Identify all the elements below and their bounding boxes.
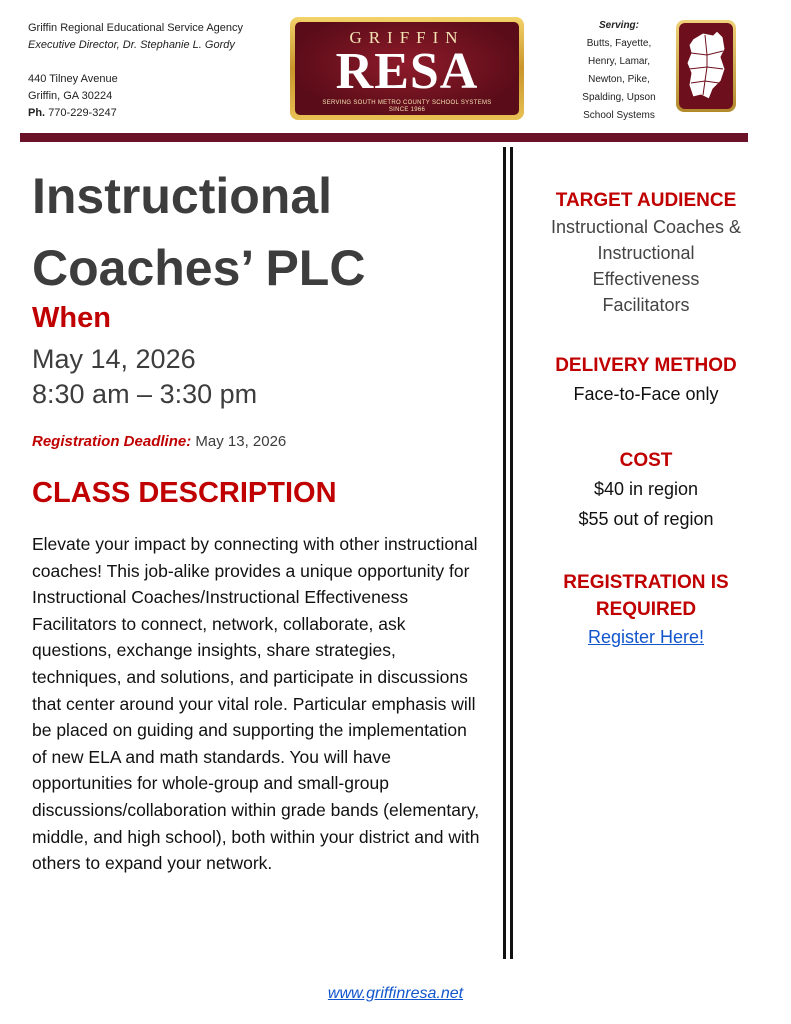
cost-in-region: $40 in region [593, 479, 699, 499]
delivery-method-heading: DELIVERY METHOD [555, 355, 737, 376]
cost-out-of-region: $55 out of region [578, 509, 714, 529]
column-divider [510, 147, 513, 959]
serving-line: School Systems [583, 110, 655, 121]
page-title-line-1: Instructional [32, 168, 333, 224]
region-map-icon [676, 20, 736, 112]
website-link[interactable] [0, 985, 791, 1003]
agency-header [28, 20, 243, 122]
event-time: 8:30 am – 3:30 pm [32, 379, 258, 409]
class-description-heading: CLASS DESCRIPTION [32, 477, 337, 509]
registration-deadline [32, 433, 286, 450]
serving-line: Spalding, Upson [582, 92, 656, 103]
address-line-1: 440 Tilney Avenue [28, 73, 118, 85]
delivery-method-section [522, 352, 770, 409]
page-title-line-2: Coaches’ PLC [32, 240, 366, 296]
serving-title: Serving: [598, 20, 639, 31]
class-description-text: Elevate your impact by connecting with other instructional coaches! This job-alike provides a unique opportunity for Instructional Coaches/Instructional Effectiveness Facilitators to connect, network, collaborate, ask questions, exchange insights, share strategies, techniques, and solutions, and participate in discussions that center around your vital role. Particular emphasis will be placed on guiding and supporting the implementation of new ELA and math standards. You will have opportunities for whole-group and small-group discussions/collaboration within grade bands (elementary, middle, and high school), both within your district and with others to expand your network. [32, 534, 480, 874]
logo-since-text: SINCE 1966 [388, 107, 426, 113]
address-line-2: Griffin, GA 30224 [28, 90, 113, 102]
event-date: May 14, 2026 [32, 344, 196, 374]
event-datetime [32, 342, 257, 412]
executive-director: Executive Director, Dr. Stephanie L. Gordy [28, 39, 235, 51]
serving-list [570, 17, 668, 125]
website-link-text[interactable]: www.griffinresa.net [327, 985, 464, 1002]
header-divider [20, 133, 748, 142]
target-audience-line: Instructional Coaches & [550, 217, 742, 237]
phone-number: 770-229-3247 [48, 107, 117, 119]
county-map-icon [679, 23, 733, 109]
serving-line: Henry, Lamar, [587, 56, 651, 67]
serving-line: Newton, Pike, [588, 74, 650, 85]
page-title [32, 160, 365, 304]
logo-top-text: GRIFFIN [349, 28, 465, 47]
target-audience-line: Facilitators [602, 295, 690, 315]
griffin-resa-logo [290, 17, 524, 120]
target-audience-heading: TARGET AUDIENCE [555, 190, 737, 211]
when-heading: When [32, 302, 111, 334]
target-audience-line: Effectiveness [592, 269, 700, 289]
cost-heading: COST [619, 450, 673, 471]
logo-tagline-text: SERVING SOUTH METRO COUNTY SCHOOL SYSTEMS [322, 100, 492, 106]
phone-line [28, 105, 243, 122]
deadline-value: May 13, 2026 [195, 433, 287, 450]
logo-tagline [295, 100, 519, 114]
cost-section [522, 447, 770, 534]
logo-main-text: RESA [335, 43, 479, 100]
register-here-link[interactable]: Register Here! [587, 627, 705, 647]
target-audience-line: Instructional [597, 243, 695, 263]
serving-line: Butts, Fayette, [586, 38, 652, 49]
target-audience-section [522, 187, 770, 318]
phone-label: Ph. [28, 107, 46, 119]
registration-section [522, 569, 770, 651]
column-divider [503, 147, 506, 959]
registration-heading: REQUIRED [595, 599, 697, 620]
delivery-method-value: Face-to-Face only [573, 384, 719, 404]
agency-name: Griffin Regional Educational Service Agency [28, 22, 244, 34]
deadline-label: Registration Deadline: [32, 433, 192, 450]
registration-heading: REGISTRATION IS [563, 572, 729, 593]
